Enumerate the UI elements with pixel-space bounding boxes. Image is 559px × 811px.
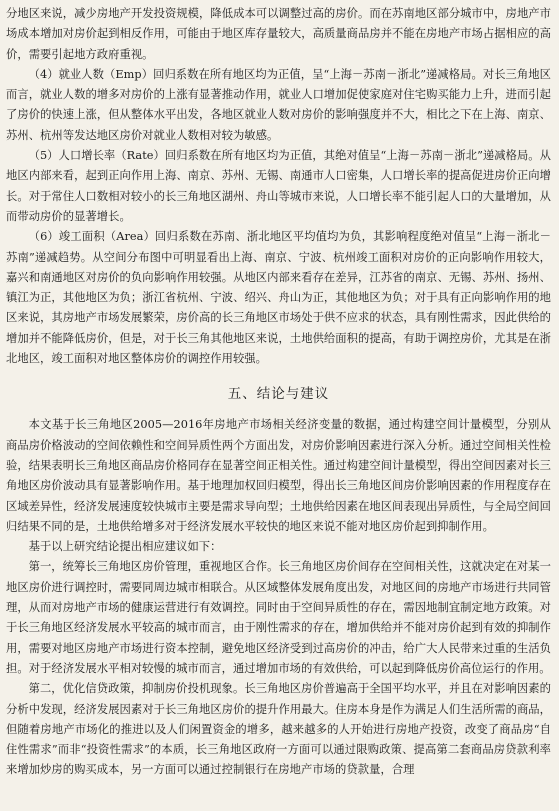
paragraph-costs-continued: 分地区来说，减少房地产开发投资规模，降低成本可以调整过高的房价。而在苏南地区部分城市中，房地产市场成本增加对房价起到相反作用，可能由于地区库存量较大，高质量商品房并不能在房地产市场占据相应的高价，需要引起地方政府重视。: [6, 7, 551, 61]
paragraph-suggestion-two: 第二，优化信贷政策，抑制房价投机现象。长三角地区房价普遍高于全国平均水平，并且在对影响因素的分析中发现，经济发展因素对于长三角地区房价的提升作用最大。住房本身是作为满足人们生活所需的商品，但随着房地产市场化的推进以及人们闲置资金的增多，越来越多的人开始进行房地产投资，改变了商品房“自住性需求”而非“投资性需求”的本质，长三角地区政府一方面可以通过限购政策、提高第二套商品房贷款利率来增加炒房的购买成本，另一方面可以通过控制银行在房地产市场的贷款量，合理: [6, 682, 551, 777]
paragraph-population-growth: （5）人口增长率（Rate）回归系数在所有地区均为正值，其绝对值呈“上海－苏南－浙北”递减格局。从地区内部来看，起到正向作用上海、南京、苏州、无锡、南通市人口密集，人口增长率的提高促进房价正向增长。对于常住人口数相对较小的长三角地区湖州、舟山等城市来说，人口增长率不能引起人口的大量增加，从而带动房价的显著增长。: [6, 149, 551, 223]
paragraph-suggestion-intro: 基于以上研究结论提出相应建议如下：: [28, 540, 222, 554]
paragraph-employment: （4）就业人数（Emp）回归系数在所有地区均为正值，呈“上海－苏南－浙北”递减格局。对长三角地区而言，就业人数的增多对房价的上涨有显著推动作用，就业人口增加促使家庭对住宅购买能力上升，进而引起了房价的快速上涨，但从整体水平出发，各地区就业人数对房价的影响强度并不大，相比之下在上海、南京、苏州、杭州等发达地区房价对就业人数相对较为敏感。: [6, 67, 551, 142]
section-heading: 五、结论与建议: [227, 386, 330, 403]
paragraph-suggestion-one: 第一，统筹长三角地区房价管理，重视地区合作。长三角地区房价间存在空间相关性，这就决定在对某一地区房价进行调控时，需要同周边城市相联合。从区域整体发展角度出发，对地区间的房地产市场进行共同管理，从而对房地产市场的健康运营进行有效调控。同时由于空间异质性的存在，需因地制宜制定地方政策。对于长三角地区经济发展水平较高的城市而言，由于刚性需求的存在，增加供给并不能对房价起到有效的抑制作用，需要对地区房地产市场进行资本控制，避免地区经济受到过高房价的冲击，给广大人民带来过重的生活负担。对于经济发展水平相对较慢的城市而言，通过增加市场的有效供给，可以起到降低房价高位运行的作用。: [6, 560, 551, 675]
paragraph-conclusion: 本文基于长三角地区2005—2016年房地产市场相关经济变量的数据，通过构建空间计量模型，分别从商品房价格波动的空间依赖性和空间异质性两个方面出发，对房价影响因素进行深入分析。通过空间相关性检验，结果表明长三角地区商品房价格同存在显著空间正相关性。通过构建空间计量模型，得出空间因素对长三角地区房价波动具有显著影响作用。基于地理加权回归模型，得出长三角地区间房价影响因素的作用程度存在区域差异性，经济发展速度较快城市主要是需求导向型；土地供给因素在地区间表现出异质性，与全局空间回归结果不同的是，土地供给增多对于经济发展水平较快的地区来说不能对地区房价起到抑制作用。: [6, 418, 551, 533]
paragraph-completed-area: （6）竣工面积（Area）回归系数在苏南、浙北地区平均值均为负，其影响程度绝对值呈“上海－浙北－苏南”递减趋势。从空间分布图中可明显看出上海、南京、宁波、杭州竣工面积对房价的正向影响作用较大，嘉兴和南通地区对房价的负向影响作用较强。从地区内部来看存在差异，江苏省的南京、无锡、苏州、扬州、镇江为正，其他地区为负；浙江省杭州、宁波、绍兴、舟山为正，其他地区为负；对于具有正向影响作用的地区来说，其房地产市场发展繁荣，房价高的长三角地区市场处于供不应求的状态，具有刚性需求，因此供给的增加并不能降低房价，但是，对于长三角其他地区来说，土地供给面积的提高，有助于调控房价，尤其是在浙北地区，竣工面积对地区整体房价的调控作用较强。: [6, 230, 551, 366]
